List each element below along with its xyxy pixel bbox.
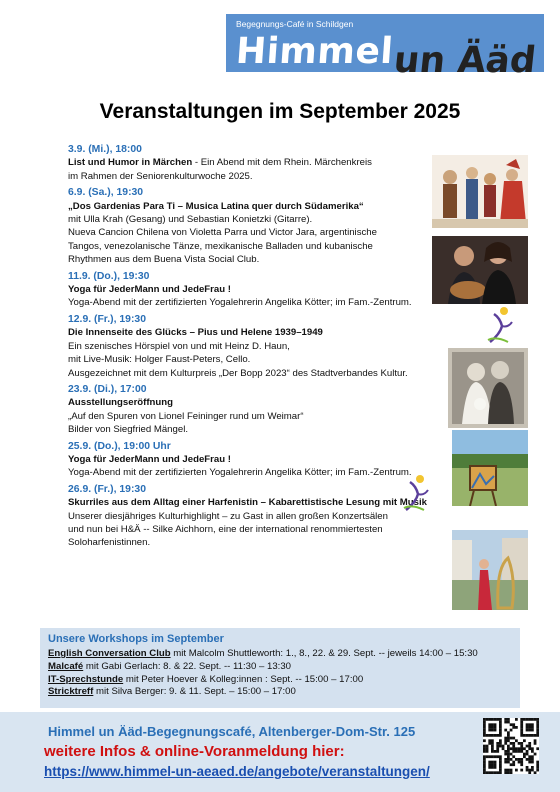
workshop-item (48, 648, 512, 661)
footer-address: Himmel un Ääd-Begegnungscafé, Altenberger-Dom-Str. 125 (48, 724, 416, 739)
event-date: 6.9. (Sa.), 19:30 (68, 187, 144, 199)
musicians-photo (432, 236, 528, 304)
logo-himmel: Himmel (234, 31, 395, 72)
yoga-figure-icon (400, 474, 430, 512)
logo-tagline: Begegnungs-Café in Schildgen (236, 19, 354, 29)
event-description: mit Ulla Krah (Gesang) und Sebastian Konietzki (Gitarre). (68, 214, 313, 226)
event-date: 11.9. (Do.), 19:30 (68, 270, 150, 282)
event-item (68, 313, 488, 380)
workshop-item (48, 686, 512, 699)
event-date: 23.9. (Di.), 17:00 (68, 383, 147, 395)
event-item (68, 270, 488, 310)
event-description: mit Live-Musik: Holger Faust-Peters, Cello. (68, 354, 251, 366)
fairy-tale-illustration (432, 155, 528, 228)
harpist-photo (452, 530, 528, 610)
event-title: „Dos Gardenias Para Ti – Musica Latina quer durch Südamerika“ (68, 200, 364, 212)
footer-info-text: weitere Infos & online-Voranmeldung hier: (44, 743, 345, 760)
event-description: Ein szenisches Hörspiel von und mit Heinz D. Haun, (68, 340, 290, 352)
couple-photo (448, 348, 528, 428)
event-description: Yoga-Abend mit der zertifizierten Yogalehrerin Angelika Kötter; im Fam.-Zentrum. (68, 467, 412, 479)
event-description: Unserer diesjähriges Kulturhighlight – zu Gast in allen großen Konzertsälen (68, 510, 388, 522)
event-title-suffix: - Ein Abend mit dem Rhein. Märchenkreis (192, 157, 372, 169)
event-title: Skurriles aus dem Alltag einer Harfenistin – Kabarettistische Lesung mit Musik (68, 497, 427, 509)
event-item (68, 186, 488, 266)
footer (0, 712, 560, 792)
event-description: Ausgezeichnet mit dem Kulturpreis „Der Bopp 2023“ des Stadtverbandes Kultur. (68, 367, 408, 379)
workshop-details: mit Peter Hoever & Kolleg:innen : Sept. -- 15:00 – 17:00 (123, 673, 364, 685)
event-description: Nueva Cancion Chilena von Violetta Parra und Victor Jara, argentinische (68, 227, 377, 239)
event-date: 12.9. (Fr.), 19:30 (68, 313, 146, 325)
event-item (68, 383, 488, 437)
event-date: 3.9. (Mi.), 18:00 (68, 144, 142, 155)
event-date: 25.9. (Do.), 19:00 Uhr (68, 440, 171, 452)
event-item (68, 143, 488, 183)
qr-code-icon[interactable] (483, 718, 539, 774)
workshops-box (40, 628, 520, 708)
registration-link[interactable]: https://www.himmel-un-aeaed.de/angebote/veranstaltungen/ (44, 764, 430, 779)
workshops-title: Unsere Workshops im September (48, 633, 224, 645)
event-title: Ausstellungseröffnung (68, 397, 173, 409)
event-description: Yoga-Abend mit der zertifizierten Yogalehrerin Angelika Kötter; im Fam.-Zentrum. (68, 297, 412, 309)
painting-easel-photo (452, 430, 528, 506)
event-title: Yoga für JederMann und JedeFrau ! (68, 284, 231, 296)
workshop-name: IT-Sprechstunde (48, 673, 124, 685)
workshop-name: Stricktreff (48, 686, 94, 698)
event-title: List und Humor in Märchen (68, 157, 193, 169)
yoga-figure-icon (484, 306, 514, 344)
logo-un-aad: un Ääd (391, 40, 538, 81)
event-description: Tangos, venezolanische Tänze, mexikanische Balladen und kubanische (68, 240, 373, 252)
event-description: Soloharfenistinnen. (68, 537, 151, 549)
event-description: und nun bei H&Ä -- Silke Aichhorn, eine der international renommiertesten (68, 523, 383, 535)
workshop-details: mit Silva Berger: 9. & 11. Sept. – 15:00 – 17:00 (93, 686, 296, 698)
logo (226, 14, 544, 82)
event-description: „Auf den Spuren von Lionel Feininger rund um Weimar“ (68, 410, 304, 422)
workshop-details: mit Gabi Gerlach: 8. & 22. Sept. -- 11:30 – 13:30 (83, 660, 292, 672)
workshop-item (48, 674, 512, 687)
event-description: im Rahmen der Seniorenkulturwoche 2025. (68, 170, 253, 182)
event-date: 26.9. (Fr.), 19:30 (68, 483, 146, 495)
event-description: Rhythmen aus dem Buena Vista Social Club. (68, 254, 260, 266)
event-title: Die Innenseite des Glücks – Pius und Helene 1939–1949 (68, 327, 323, 339)
page-title: Veranstaltungen im September 2025 (99, 100, 461, 123)
event-title: Yoga für JederMann und JedeFrau ! (68, 453, 231, 465)
workshop-item (48, 661, 512, 674)
event-description: Bilder von Siegfried Mängel. (68, 424, 188, 436)
workshop-name: English Conversation Club (48, 648, 171, 659)
workshop-details: mit Malcolm Shuttleworth: 1., 8., 22. & 29. Sept. -- jeweils 14:00 – 15:30 (170, 648, 478, 659)
workshop-name: Malcafé (48, 660, 84, 672)
